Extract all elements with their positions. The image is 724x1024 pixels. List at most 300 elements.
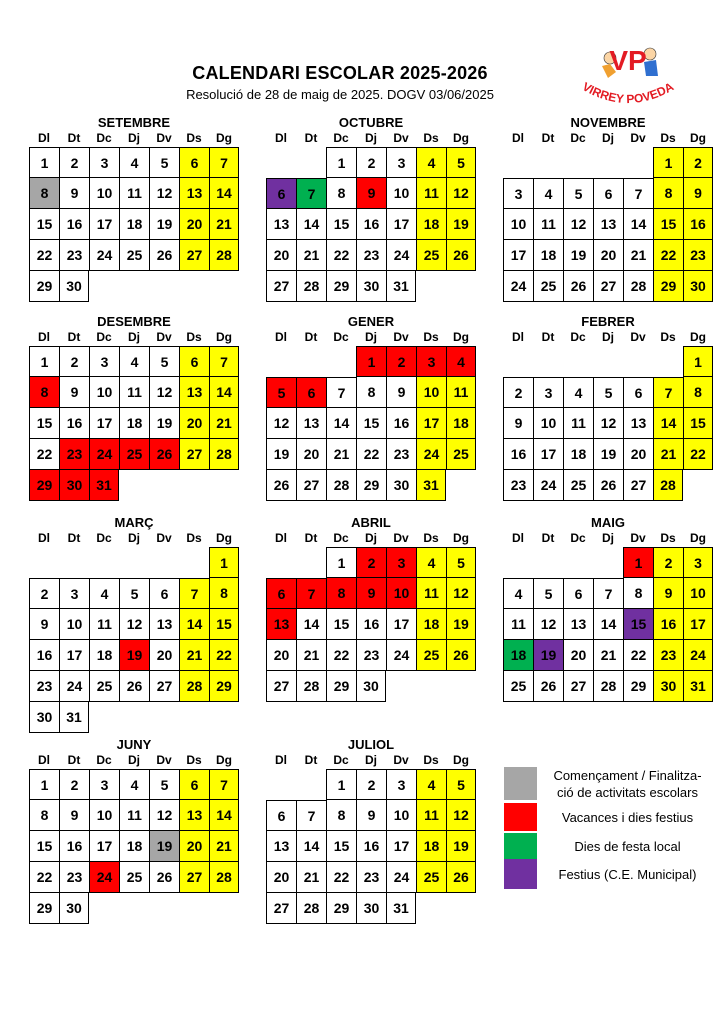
calendar-day: 26 — [563, 271, 593, 302]
calendar-day: 4 — [446, 346, 476, 377]
calendar-day: 21 — [296, 862, 326, 893]
calendar-day: 14 — [653, 408, 683, 439]
calendar-day: 6 — [593, 178, 623, 209]
weekday-header: Dc — [333, 131, 349, 145]
legend-swatch — [504, 859, 537, 889]
calendar-day: 29 — [29, 470, 59, 501]
weekday-header: Ds — [186, 330, 202, 344]
weekday-header: Dv — [156, 531, 172, 545]
calendar-day: 22 — [623, 640, 653, 671]
calendar-day: 13 — [266, 209, 296, 240]
calendar-day: 27 — [266, 893, 296, 924]
calendar-day: 17 — [503, 240, 533, 271]
month-name: DESEMBRE — [97, 314, 171, 329]
weekday-header: Dj — [128, 531, 140, 545]
calendar-day: 30 — [356, 893, 386, 924]
calendar-day: 20 — [593, 240, 623, 271]
calendar-day: 3 — [386, 147, 416, 178]
calendar-day: 22 — [29, 240, 59, 271]
weekday-header: Dl — [38, 131, 50, 145]
calendar-day: 24 — [533, 470, 563, 501]
calendar-day: 8 — [326, 800, 356, 831]
weekday-header: Dl — [38, 531, 50, 545]
calendar-day: 22 — [653, 240, 683, 271]
calendar-day: 29 — [326, 271, 356, 302]
calendar-day: 2 — [386, 346, 416, 377]
calendar-day: 25 — [563, 470, 593, 501]
weekday-header: Dc — [570, 531, 586, 545]
calendar-day: 11 — [533, 209, 563, 240]
weekday-header: Dg — [216, 330, 232, 344]
calendar-day: 26 — [446, 862, 476, 893]
logo-school-name: VIRREY POVEDA — [579, 79, 677, 107]
calendar-day: 13 — [593, 209, 623, 240]
weekday-header: Dt — [304, 131, 318, 145]
calendar-day: 26 — [593, 470, 623, 501]
calendar-day: 24 — [386, 640, 416, 671]
page-subtitle: Resolució de 28 de maig de 2025. DOGV 03/06/2025 — [186, 87, 494, 102]
legend-label: Dies de festa local — [574, 838, 681, 854]
weekday-header: Dt — [541, 131, 555, 145]
calendar-day: 11 — [416, 578, 446, 609]
calendar-day: 2 — [356, 147, 386, 178]
calendar-day: 26 — [446, 640, 476, 671]
calendar-day: 14 — [209, 377, 239, 408]
weekday-header: Dg — [216, 531, 232, 545]
legend-item-holiday — [504, 803, 718, 831]
calendar-day: 6 — [266, 178, 296, 209]
legend-swatch — [504, 767, 537, 800]
weekday-header: Dg — [453, 131, 469, 145]
calendar-day: 4 — [533, 178, 563, 209]
calendar-day: 12 — [446, 578, 476, 609]
calendar-day: 25 — [89, 671, 119, 702]
calendar-day: 10 — [59, 609, 89, 640]
calendar-day: 28 — [623, 271, 653, 302]
calendar-day: 10 — [386, 178, 416, 209]
weekday-header: Dl — [38, 753, 50, 767]
weekday-header: Dl — [275, 131, 287, 145]
weekday-header: Dj — [602, 531, 614, 545]
calendar-day: 15 — [326, 831, 356, 862]
calendar-day: 12 — [446, 178, 476, 209]
calendar-day: 17 — [386, 609, 416, 640]
calendar-day: 30 — [356, 271, 386, 302]
calendar-day: 14 — [209, 178, 239, 209]
calendar-day: 31 — [89, 470, 119, 501]
weekday-header: Ds — [423, 753, 439, 767]
calendar-day: 12 — [149, 377, 179, 408]
weekday-header: Ds — [660, 531, 676, 545]
month-name: OCTUBRE — [338, 115, 404, 130]
calendar-day: 31 — [386, 271, 416, 302]
weekday-header: Dl — [275, 330, 287, 344]
calendar-day: 16 — [386, 408, 416, 439]
calendar-day: 28 — [326, 470, 356, 501]
calendar-day: 27 — [149, 671, 179, 702]
calendar-day: 21 — [623, 240, 653, 271]
calendar-day: 18 — [446, 408, 476, 439]
calendar-day: 5 — [119, 578, 149, 609]
calendar-day: 13 — [563, 609, 593, 640]
calendar-day: 11 — [416, 178, 446, 209]
weekday-header: Dg — [690, 131, 706, 145]
calendar-day: 2 — [29, 578, 59, 609]
weekday-header: Dt — [67, 531, 81, 545]
calendar-day: 27 — [179, 862, 209, 893]
weekday-header: Dt — [304, 531, 318, 545]
calendar-day: 10 — [503, 209, 533, 240]
calendar-day: 7 — [209, 769, 239, 800]
calendar-day: 7 — [623, 178, 653, 209]
calendar-day: 23 — [653, 640, 683, 671]
calendar-day: 12 — [593, 408, 623, 439]
calendar-day: 13 — [179, 800, 209, 831]
calendar-day: 28 — [179, 671, 209, 702]
weekday-header: Dc — [333, 330, 349, 344]
calendar-day: 5 — [446, 547, 476, 578]
calendar-day: 18 — [503, 640, 533, 671]
calendar-day: 16 — [356, 609, 386, 640]
calendar-day: 9 — [356, 578, 386, 609]
calendar-day: 7 — [296, 178, 326, 209]
calendar-day: 14 — [296, 831, 326, 862]
calendar-day: 16 — [59, 831, 89, 862]
calendar-day: 18 — [119, 408, 149, 439]
calendar-day: 27 — [179, 439, 209, 470]
calendar-day: 20 — [179, 408, 209, 439]
calendar-day: 16 — [683, 209, 713, 240]
weekday-header: Dv — [630, 131, 646, 145]
calendar-day: 2 — [59, 769, 89, 800]
calendar-day: 25 — [533, 271, 563, 302]
weekday-header: Dv — [393, 330, 409, 344]
calendar-day: 29 — [623, 671, 653, 702]
calendar-day: 6 — [266, 578, 296, 609]
calendar-day: 4 — [503, 578, 533, 609]
calendar-day: 19 — [119, 640, 149, 671]
calendar-day: 8 — [29, 377, 59, 408]
weekday-header: Dt — [67, 131, 81, 145]
calendar-day: 3 — [416, 346, 446, 377]
weekday-header: Ds — [423, 531, 439, 545]
calendar-day: 22 — [29, 862, 59, 893]
calendar-day: 23 — [356, 640, 386, 671]
weekday-header: Dg — [690, 330, 706, 344]
calendar-day: 22 — [29, 439, 59, 470]
month-name: JULIOL — [347, 737, 395, 752]
calendar-day: 6 — [179, 147, 209, 178]
calendar-day: 14 — [296, 209, 326, 240]
calendar-day: 13 — [149, 609, 179, 640]
calendar-day: 7 — [209, 346, 239, 377]
weekday-header: Dv — [393, 131, 409, 145]
calendar-day: 5 — [266, 377, 296, 408]
calendar-day: 4 — [119, 769, 149, 800]
calendar-day: 16 — [59, 408, 89, 439]
calendar-day: 24 — [416, 439, 446, 470]
calendar-day: 11 — [416, 800, 446, 831]
calendar-day: 2 — [653, 547, 683, 578]
weekday-header: Dj — [365, 753, 377, 767]
weekday-header: Ds — [186, 753, 202, 767]
calendar-day: 24 — [89, 240, 119, 271]
calendar-day: 20 — [296, 439, 326, 470]
weekday-header: Dl — [38, 330, 50, 344]
calendar-day: 3 — [386, 769, 416, 800]
calendar-day: 12 — [149, 178, 179, 209]
calendar-day: 12 — [149, 800, 179, 831]
calendar-day: 23 — [503, 470, 533, 501]
weekday-header: Dj — [602, 131, 614, 145]
calendar-day: 17 — [533, 439, 563, 470]
calendar-day: 14 — [623, 209, 653, 240]
weekday-header: Dv — [630, 330, 646, 344]
calendar-day: 30 — [356, 671, 386, 702]
weekday-header: Dc — [96, 131, 112, 145]
calendar-day: 7 — [179, 578, 209, 609]
calendar-day: 7 — [209, 147, 239, 178]
weekday-header: Dt — [67, 753, 81, 767]
calendar-day: 27 — [266, 271, 296, 302]
weekday-header: Dt — [304, 330, 318, 344]
page-title: CALENDARI ESCOLAR 2025-2026 — [192, 63, 488, 83]
calendar-day: 28 — [209, 240, 239, 271]
calendar-day: 5 — [593, 377, 623, 408]
calendar-day: 5 — [533, 578, 563, 609]
calendar-day: 24 — [59, 671, 89, 702]
calendar-day: 1 — [623, 547, 653, 578]
weekday-header: Dc — [96, 531, 112, 545]
calendar-day: 28 — [593, 671, 623, 702]
calendar-day: 26 — [149, 862, 179, 893]
weekday-header: Dc — [570, 131, 586, 145]
calendar-day: 26 — [266, 470, 296, 501]
calendar-day: 8 — [653, 178, 683, 209]
calendar-day: 25 — [416, 862, 446, 893]
calendar-day: 6 — [563, 578, 593, 609]
calendar-day: 11 — [119, 377, 149, 408]
calendar-day: 31 — [683, 671, 713, 702]
calendar-day: 7 — [593, 578, 623, 609]
calendar-day: 3 — [533, 377, 563, 408]
calendar-day: 6 — [179, 769, 209, 800]
calendar-day: 21 — [179, 640, 209, 671]
legend-label: Festius (C.E. Municipal) — [558, 866, 697, 882]
calendar-day: 15 — [209, 609, 239, 640]
calendar-day: 30 — [653, 671, 683, 702]
weekday-header: Dl — [512, 531, 524, 545]
calendar-day: 21 — [593, 640, 623, 671]
calendar-day: 8 — [29, 800, 59, 831]
calendar-day: 24 — [503, 271, 533, 302]
calendar-day: 1 — [29, 147, 59, 178]
calendar-day: 14 — [179, 609, 209, 640]
weekday-header: Dv — [156, 330, 172, 344]
calendar-day: 20 — [179, 209, 209, 240]
weekday-header: Dj — [128, 131, 140, 145]
calendar-day: 7 — [296, 578, 326, 609]
calendar-day: 28 — [296, 671, 326, 702]
calendar-day: 4 — [119, 147, 149, 178]
calendar-day: 14 — [209, 800, 239, 831]
calendar-day: 3 — [59, 578, 89, 609]
calendar-day: 22 — [356, 439, 386, 470]
calendar-day: 10 — [89, 800, 119, 831]
weekday-header: Ds — [186, 131, 202, 145]
weekday-header: Ds — [423, 131, 439, 145]
calendar-day: 29 — [653, 271, 683, 302]
calendar-day: 12 — [119, 609, 149, 640]
calendar-day: 30 — [386, 470, 416, 501]
calendar-day: 30 — [683, 271, 713, 302]
calendar-day: 13 — [266, 609, 296, 640]
calendar-day: 18 — [533, 240, 563, 271]
calendar-day: 16 — [503, 439, 533, 470]
calendar-day: 1 — [326, 147, 356, 178]
calendar-day: 1 — [29, 769, 59, 800]
legend-swatch — [504, 833, 537, 859]
calendar-day: 11 — [119, 178, 149, 209]
calendar-day: 3 — [503, 178, 533, 209]
weekday-header: Dl — [275, 531, 287, 545]
calendar-day: 1 — [29, 346, 59, 377]
calendar-day: 17 — [416, 408, 446, 439]
calendar-day: 25 — [416, 240, 446, 271]
calendar-day: 14 — [326, 408, 356, 439]
weekday-header: Dt — [541, 330, 555, 344]
calendar-day: 18 — [416, 209, 446, 240]
calendar-day: 2 — [503, 377, 533, 408]
calendar-day: 20 — [266, 240, 296, 271]
calendar-day: 21 — [209, 209, 239, 240]
calendar-day: 19 — [446, 831, 476, 862]
calendar-day: 18 — [563, 439, 593, 470]
calendar-day: 17 — [89, 209, 119, 240]
legend-item-start — [504, 767, 718, 800]
calendar-day: 29 — [29, 893, 59, 924]
calendar-day: 6 — [296, 377, 326, 408]
calendar-day: 10 — [533, 408, 563, 439]
calendar-day: 9 — [59, 377, 89, 408]
calendar-day: 1 — [326, 547, 356, 578]
month-name: FEBRER — [581, 314, 635, 329]
weekday-header: Dc — [333, 531, 349, 545]
weekday-header: Dg — [690, 531, 706, 545]
calendar-day: 19 — [563, 240, 593, 271]
calendar-day: 3 — [386, 547, 416, 578]
month-name: MARÇ — [114, 515, 154, 530]
calendar-day: 8 — [326, 178, 356, 209]
calendar-day: 9 — [59, 178, 89, 209]
weekday-header: Dj — [365, 330, 377, 344]
calendar-day: 21 — [209, 408, 239, 439]
calendar-day: 5 — [149, 147, 179, 178]
legend-label: Vacances i dies festius — [561, 809, 694, 825]
calendar-day: 20 — [266, 862, 296, 893]
weekday-header: Dc — [333, 753, 349, 767]
calendar-day: 3 — [89, 346, 119, 377]
calendar-day: 10 — [89, 178, 119, 209]
calendar-day: 19 — [149, 209, 179, 240]
calendar-day: 17 — [386, 209, 416, 240]
calendar-day: 23 — [59, 240, 89, 271]
calendar-day: 27 — [179, 240, 209, 271]
calendar-day: 25 — [119, 240, 149, 271]
calendar-day: 25 — [119, 439, 149, 470]
weekday-header: Ds — [423, 330, 439, 344]
calendar-day: 19 — [149, 408, 179, 439]
calendar-day: 10 — [386, 800, 416, 831]
calendar-day: 28 — [209, 862, 239, 893]
calendar-day: 15 — [29, 408, 59, 439]
calendar-day: 10 — [683, 578, 713, 609]
calendar-day: 9 — [29, 609, 59, 640]
weekday-header: Dt — [304, 753, 318, 767]
calendar-day: 22 — [326, 862, 356, 893]
calendar-day: 18 — [416, 831, 446, 862]
weekday-header: Dc — [570, 330, 586, 344]
calendar-day: 6 — [623, 377, 653, 408]
month-name: ABRIL — [351, 515, 391, 530]
calendar-day: 26 — [119, 671, 149, 702]
calendar-day: 26 — [149, 439, 179, 470]
calendar-day: 11 — [89, 609, 119, 640]
calendar-day: 30 — [59, 893, 89, 924]
weekday-header: Dj — [365, 131, 377, 145]
legend-swatch — [504, 803, 537, 831]
weekday-header: Dv — [393, 531, 409, 545]
calendar-day: 30 — [29, 702, 59, 733]
month-name: JUNY — [116, 737, 152, 752]
calendar-day: 8 — [29, 178, 59, 209]
calendar-day: 12 — [266, 408, 296, 439]
calendar-day: 17 — [683, 609, 713, 640]
calendar-day: 25 — [503, 671, 533, 702]
weekday-header: Dv — [393, 753, 409, 767]
calendar-day: 4 — [119, 346, 149, 377]
calendar-day: 25 — [416, 640, 446, 671]
calendar-day: 25 — [119, 862, 149, 893]
month-name: GENER — [347, 314, 395, 329]
weekday-header: Dg — [216, 753, 232, 767]
calendar-day: 27 — [296, 470, 326, 501]
weekday-header: Dt — [541, 531, 555, 545]
calendar-day: 4 — [416, 547, 446, 578]
calendar-day: 15 — [623, 609, 653, 640]
calendar-day: 19 — [446, 209, 476, 240]
calendar-day: 2 — [356, 769, 386, 800]
calendar-day: 12 — [446, 800, 476, 831]
calendar-day: 15 — [653, 209, 683, 240]
calendar-day: 11 — [503, 609, 533, 640]
calendar-day: 24 — [386, 240, 416, 271]
calendar-day: 10 — [416, 377, 446, 408]
calendar-day: 9 — [59, 800, 89, 831]
calendar-day: 13 — [623, 408, 653, 439]
weekday-header: Dc — [96, 753, 112, 767]
calendar-day: 22 — [326, 640, 356, 671]
calendar-day: 31 — [59, 702, 89, 733]
calendar-day: 23 — [356, 862, 386, 893]
calendar-day: 4 — [416, 147, 446, 178]
calendar-day: 27 — [593, 271, 623, 302]
calendar-day: 19 — [593, 439, 623, 470]
calendar-day: 18 — [89, 640, 119, 671]
calendar-day: 7 — [326, 377, 356, 408]
calendar-day: 3 — [89, 769, 119, 800]
calendar-day: 7 — [653, 377, 683, 408]
